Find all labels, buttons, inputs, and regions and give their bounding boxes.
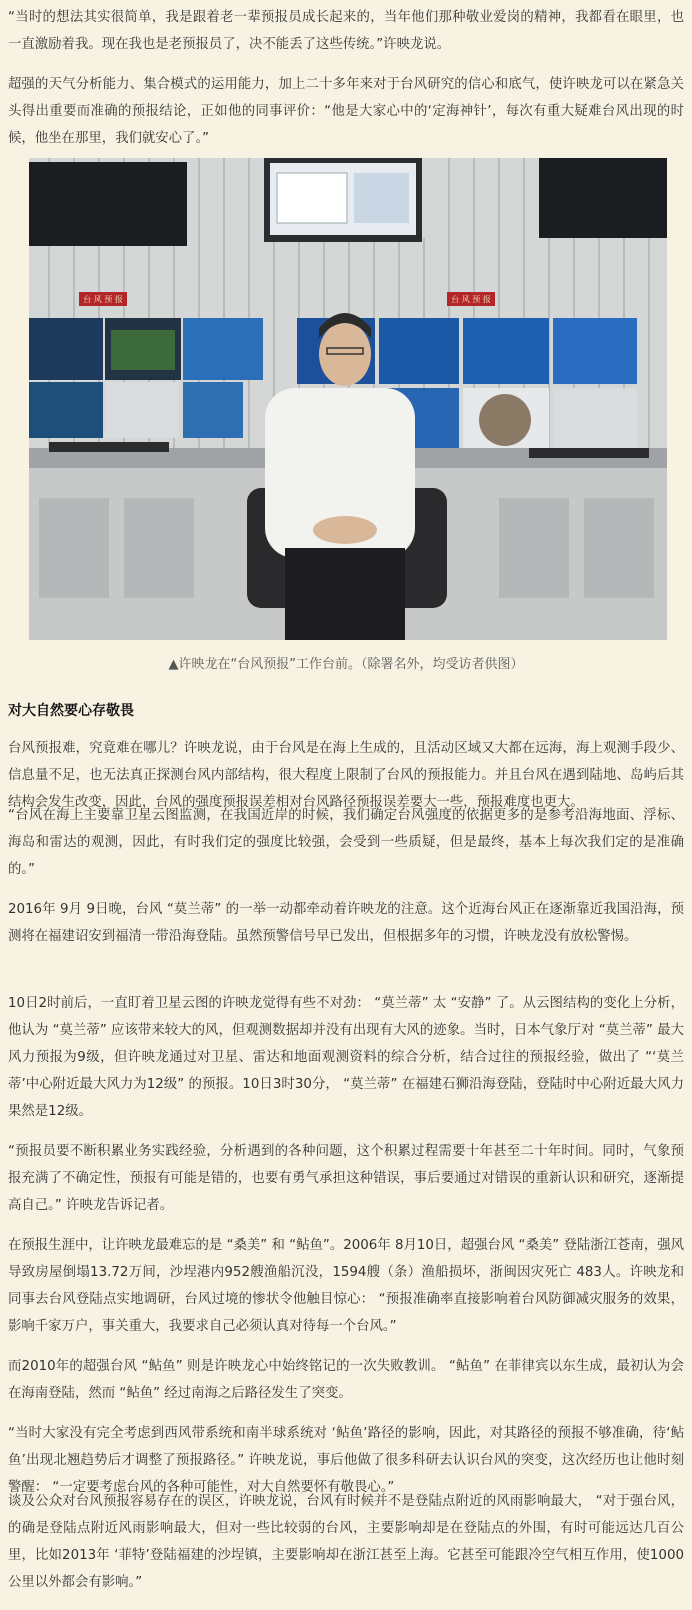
body-paragraph-4: 10日2时前后，一直盯着卫星云图的许映龙觉得有些不对劲： “莫兰蒂” 太 “安静” 了。从云图结构的变化上分析，他认为 “莫兰蒂” 应该带来较大的风，但观测数据却并没有出现有大风的迹象。当时，日本气象厅对 “莫兰蒂” 最大风力预报为9级，但许映龙通过对卫星、雷达和地面观测资料的综合分析，结合过往的预报经验，做出了 “‘莫兰蒂’中心附近最大风力为12级” 的预报。10日3时30分， “莫兰蒂” 在福建石狮沿海登陆，登陆时中心附近最大风力果然是12级。 xyxy=(8,996,684,1119)
body-paragraph-6: 在预报生涯中，让许映龙最难忘的是 “桑美” 和 “鲇鱼”。2006年 8月10日，超强台风 “桑美” 登陆浙江苍南，强风导致房屋倒塌13.72万间，沙埕港内952艘渔船沉没，1594艘（条）渔船损坏，浙闽因灾死亡 483人。许映龙和同事去台风登陆点实地调研，台风过境的惨状令他触目惊心： “预报准确率直接影响着台风防御减灾服务的效果，影响千家万户，事关重大，我要求自己必须认真对待每一个台风。” xyxy=(8,1238,684,1334)
article-photo xyxy=(29,158,667,640)
body-paragraph-8: “当时大家没有完全考虑到西风带系统和南半球系统对 ‘鲇鱼’路径的影响，因此，对其路径的预报不够准确，待‘鲇鱼’出现北翘趋势后才调整了预报路径。” 许映龙说，事后他做了很多科研去认识台风的突变，这次经历也让他时刻警醒： “一定要考虑台风的各种可能性，对大自然要怀有敬畏心。” xyxy=(8,1426,684,1495)
body-paragraph-5: “预报员要不断积累业务实践经验，分析遇到的各种问题，这个积累过程需要十年甚至二十年时间。同时，气象预报充满了不确定性，预报有可能是错的，也要有勇气承担这种错误，事后要通过对错误的重新认识和研究，逐渐提高自己。” 许映龙告诉记者。 xyxy=(8,1144,684,1213)
body-paragraph-3: 2016年 9月 9日晚，台风 “莫兰蒂” 的一举一动都牵动着许映龙的注意。这个近海台风正在逐渐靠近我国沿海，预测将在福建诏安到福清一带沿海登陆。虽然预警信号早已发出，但根据多年的习惯，许映龙没有放松警惕。 xyxy=(8,902,684,944)
body-paragraph-7: 而2010年的超强台风 “鲇鱼” 则是许映龙心中始终铭记的一次失败教训。 “鲇鱼” 在菲律宾以东生成，最初认为会在海南登陆，然而 “鲇鱼” 经过南海之后路径发生了突变。 xyxy=(8,1359,684,1401)
sign-right-text: 台 风 预 报 xyxy=(451,295,491,304)
intro-paragraph-1: “当时的想法其实很简单，我是跟着老一辈预报员成长起来的，当年他们那种敬业爱岗的精神，我都看在眼里，也一直激励着我。现在我也是老预报员了，决不能丢了这些传统。”许映龙说。 xyxy=(8,10,684,52)
photo-caption: ▲许映龙在“台风预报”工作台前。（除署名外，均受访者供图） xyxy=(168,657,524,672)
intro-paragraph-2: 超强的天气分析能力、集合模式的运用能力，加上二十多年来对于台风研究的信心和底气，使许映龙可以在紧急关头得出重要而准确的预报结论，正如他的同事评价：“他是大家心中的‘定海神针’，每次有重大疑难台风出现的时候，他坐在那里，我们就安心了。” xyxy=(8,77,684,146)
body-paragraph-2: “台风在海上主要靠卫星云图监测，在我国近岸的时候，我们确定台风强度的依据更多的是参考沿海地面、浮标、海岛和雷达的观测，因此，有时我们定的强度比较强，会受到一些质疑，但是最终，基本上每次我们定的是准确的。” xyxy=(8,808,684,877)
body-paragraph-9: 谈及公众对台风预报容易存在的误区，许映龙说，台风有时候并不是登陆点附近的风雨影响最大， “对于强台风，的确是登陆点附近风雨影响最大，但对一些比较弱的台风，主要影响却是在登陆点的外围，有时可能远达几百公里，比如2013年 ‘菲特’登陆福建的沙埕镇，主要影响却在浙江甚至上海。它甚至可能跟冷空气相互作用，使1000公里以外都会有影响。” xyxy=(8,1494,684,1590)
body-paragraph-1: 台风预报难，究竟难在哪儿？许映龙说，由于台风是在海上生成的，且活动区域又大都在远海，海上观测手段少、信息量不足，也无法真正探测台风内部结构，很大程度上限制了台风的预报能力。并且台风在遇到陆地、岛屿后其结构会发生改变，因此，台风的强度预报误差相对台风路径预报误差要大一些，预报难度也更大。 xyxy=(8,741,684,810)
section-heading: 对大自然要心存敬畏 xyxy=(8,703,134,719)
sign-left-text: 台 风 预 报 xyxy=(83,295,123,304)
